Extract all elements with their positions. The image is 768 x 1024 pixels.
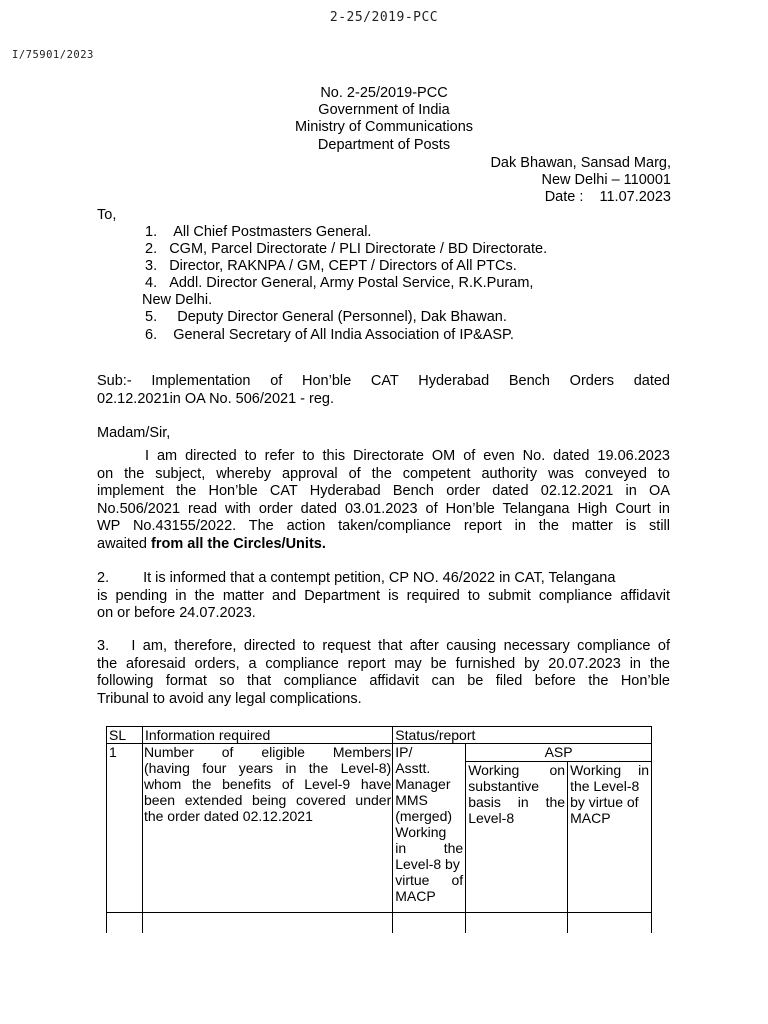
paragraph-line: on or before 24.07.2023. (97, 605, 256, 621)
paragraph-line: implement the Hon’ble CAT Hyderabad Bench order dated 02.12.2021 in OA (97, 483, 670, 499)
recipient-number: 5. (145, 309, 158, 325)
paragraph-3 (97, 638, 670, 708)
row-sl: 1 (107, 744, 143, 913)
salutation: Madam/Sir, (97, 425, 171, 441)
recipient-text: CGM, Parcel Directorate / PLI Directorate / BD Directorate. (169, 241, 548, 257)
inward-number: I/75901/2023 (12, 49, 94, 61)
letter-number: No. 2-25/2019-PCC (320, 85, 448, 101)
department-name: Department of Posts (317, 137, 451, 153)
paragraph-line: is pending in the matter and Department is required to submit compliance affidavit (97, 587, 670, 604)
compliance-format-table (106, 726, 652, 933)
paragraph-line: WP No.43155/2022. The action taken/compliance report in the matter is still (97, 518, 670, 534)
paragraph-line: I am, therefore, directed to request that after causing necessary compliance of (131, 638, 670, 654)
recipient-number: 4. (145, 275, 158, 291)
recipient-item (145, 257, 517, 275)
address-line-2: New Delhi – 110001 (541, 172, 671, 188)
paragraph-line: awaited from all the Circles/Units. (97, 535, 326, 552)
recipient-number: 1. (145, 224, 158, 240)
paragraph-2 (97, 570, 670, 623)
column-asp: ASP (466, 744, 652, 762)
recipient-text: Deputy Director General (Personnel), Dak Bhawan. (177, 309, 507, 325)
paragraph-line: Tribunal to avoid any legal complications. (97, 690, 362, 707)
recipient-item (145, 223, 371, 241)
recipient-continuation: New Delhi. (142, 292, 213, 308)
paragraph-line: No.506/2021 read with order dated 03.01.2023 of Hon’ble Telangana High Court in (97, 500, 670, 517)
subject (97, 373, 670, 408)
recipient-number: 2. (145, 241, 158, 257)
table-header-row (107, 727, 652, 744)
file-reference-header: 2-25/2019-PCC (329, 10, 439, 25)
paragraph-line: on the subject, whereby approval of the competent authority was conveyed to (97, 465, 670, 482)
recipient-number: 3. (145, 258, 158, 274)
header-information-required: Information required (142, 727, 392, 744)
recipient-text: Addl. Director General, Army Postal Service, R.K.Puram, (169, 275, 534, 291)
header-status-report: Status/report (393, 727, 652, 744)
date-value: 11.07.2023 (599, 189, 671, 205)
recipient-item (145, 326, 514, 344)
subject-line: Sub:- Implementation of Hon’ble CAT Hyderabad Bench Orders dated (97, 373, 670, 389)
to-label: To, (97, 207, 117, 223)
recipient-text: All Chief Postmasters General. (173, 224, 372, 240)
paragraph-number: 2. (97, 570, 110, 586)
asp-substantive-basis: Working on substantive basis in the Level-8 (466, 762, 568, 913)
paragraph-number: 3. (97, 638, 110, 654)
recipient-item (145, 240, 547, 258)
recipient-text: General Secretary of All India Association of IP&ASP. (173, 327, 514, 343)
recipient-item (145, 308, 507, 326)
header-sl: SL (107, 727, 143, 744)
letter-date (545, 188, 671, 206)
asp-macp: Working in the Level-8 by virtue of MACP (568, 762, 652, 913)
table-row (107, 744, 652, 762)
recipient-item (145, 274, 533, 292)
column-ip-asstt-manager: IP/ Asstt. Manager MMS (merged) Working in the Level-8 by virtue of MACP (393, 744, 466, 913)
recipient-number: 6. (145, 327, 158, 343)
emphasis-text: from all the Circles/Units. (151, 535, 326, 552)
table-row-empty (107, 913, 652, 934)
paragraph-line: following format so that compliance affidavit can be filed before the Hon’ble (97, 673, 670, 689)
date-label: Date : (544, 189, 584, 205)
row-information: Number of eligible Members (having four years in the Level-8) whom the benefits of Level-9 have been extended being covered under the order dated 02.12.2021 (142, 744, 392, 913)
address-line-1: Dak Bhawan, Sansad Marg, (490, 155, 671, 171)
government-name: Government of India (318, 102, 450, 118)
paragraph-line: It is informed that a contempt petition, CP NO. 46/2022 in CAT, Telangana (143, 570, 616, 586)
paragraph-1 (97, 448, 670, 553)
ministry-name: Ministry of Communications (294, 119, 474, 135)
paragraph-line: the aforesaid orders, a compliance report may be furnished by 20.07.2023 in the (97, 655, 670, 672)
recipient-text: Director, RAKNPA / GM, CEPT / Directors of All PTCs. (169, 258, 517, 274)
paragraph-line: I am directed to refer to this Directorate OM of even No. dated 19.06.2023 (145, 448, 670, 464)
subject-line: 02.12.2021in OA No. 506/2021 - reg. (97, 390, 335, 407)
